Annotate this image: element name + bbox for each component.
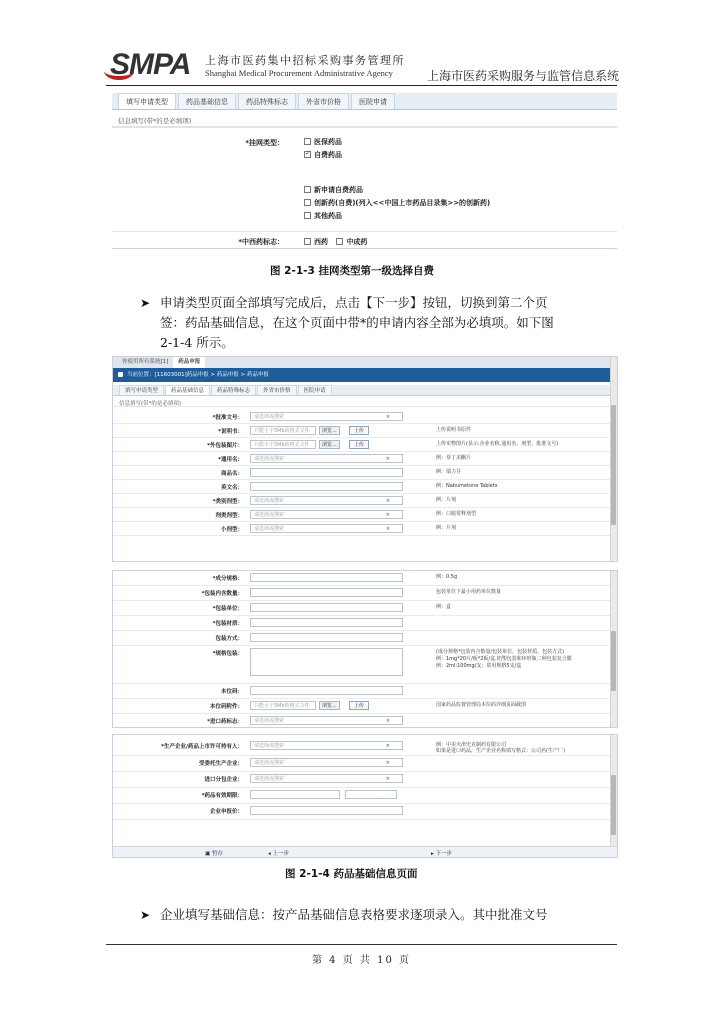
org-name-en: Shanghai Medical Procurement Administrative Agency: [205, 68, 393, 78]
field-tip: 国家药品监督管理局本位码详细页面截图: [436, 702, 527, 708]
field-label: *包装内含数量：: [201, 591, 243, 597]
field-label: 剂类剂型：: [215, 513, 243, 519]
tab-special-flag[interactable]: 药品特殊标志: [238, 93, 296, 109]
field-label: 商品名：: [220, 471, 243, 477]
form-row: [113, 452, 617, 466]
upload-button[interactable]: 上传: [349, 701, 369, 710]
form-rows: [113, 735, 617, 820]
clear-icon[interactable]: ×: [385, 512, 390, 518]
opt-innovative-drug[interactable]: 创新药(自费)(列入<<中国上市药品目录集>>的创新药): [304, 198, 490, 208]
field-tip: 例：瑞力芬: [436, 469, 462, 475]
file-input[interactable]: 只能小于5Mb的格式文件: [250, 440, 316, 449]
form-row: [113, 684, 617, 699]
scrollbar[interactable]: [610, 571, 617, 727]
checkbox-icon[interactable]: [304, 138, 311, 145]
clear-icon[interactable]: ×: [385, 526, 390, 532]
field-label: *通用名：: [218, 457, 243, 463]
field-tip: 例：Nabumetone Tablets: [436, 483, 498, 489]
select-input[interactable]: 请选择或搜索 ×: [250, 496, 403, 505]
field-tip: 例：口服常释剂型: [436, 511, 477, 517]
text-input[interactable]: [250, 806, 403, 815]
form-row: [113, 410, 617, 424]
field-label: *进口药标志：: [207, 719, 243, 725]
footer-divider: [106, 944, 617, 945]
field-label: *说明书：: [218, 429, 243, 435]
form-row: [113, 772, 617, 788]
file-input[interactable]: 只能小于5Mb的格式文件: [250, 701, 316, 710]
tab-special-flag[interactable]: 药品特殊标志: [211, 385, 256, 395]
header-divider: [106, 85, 617, 86]
clear-icon[interactable]: ×: [385, 456, 390, 462]
browse-button[interactable]: 浏览...: [319, 440, 340, 449]
field-label: 企业申报价：: [209, 809, 243, 815]
form-row: [113, 480, 617, 494]
scrollbar-thumb[interactable]: [611, 405, 616, 525]
field-label: *类别剂型：: [212, 499, 243, 505]
field-tip: 上传说明书原件: [436, 427, 472, 433]
text-input[interactable]: [250, 686, 403, 695]
next-button[interactable]: ▸ 下一步: [431, 851, 453, 857]
tab-hospital-apply[interactable]: 医院申请: [351, 93, 395, 109]
field-label: *成分规格：: [212, 576, 243, 582]
form-row: [113, 508, 617, 522]
field-tip: 如果是进口药品，生产企业名称填写格式：公司名(生产厂): [436, 748, 565, 754]
clear-icon[interactable]: ×: [385, 718, 390, 724]
figure-basic-info-part1: [112, 356, 618, 562]
form-row: [113, 631, 617, 646]
field-label: 本位码：: [220, 689, 243, 695]
clear-icon[interactable]: ×: [385, 760, 390, 766]
clear-icon[interactable]: ×: [385, 743, 390, 749]
paragraph-line: 2-1-4 所示。: [160, 335, 234, 350]
text-input[interactable]: [250, 573, 403, 582]
field-tip: 例：萘丁美酮片: [436, 455, 472, 461]
window-tab-systems[interactable]: 你使用所有系统[1]: [122, 359, 169, 365]
select-input[interactable]: 请选择或搜索 ×: [250, 758, 403, 767]
text-input[interactable]: [250, 633, 403, 642]
checkbox-icon[interactable]: [304, 238, 311, 245]
text-input[interactable]: [250, 790, 340, 799]
tab-basic-info[interactable]: 药品基础信息: [178, 93, 236, 109]
checkbox-icon[interactable]: [304, 212, 311, 219]
logo: SMPA: [110, 48, 191, 81]
page-number: 第 4 页 共 10 页: [312, 955, 411, 966]
form-rows: [113, 407, 617, 536]
form-row: [113, 466, 617, 480]
figure-basic-info-part2: [112, 570, 618, 728]
window-tabs: [113, 357, 617, 368]
checkbox-checked-icon[interactable]: [304, 151, 311, 158]
form-row: [113, 571, 617, 586]
field-label: *规格包装：: [212, 651, 243, 657]
breadcrumb: 当前位置：[11603001]药品申报 > 药品申报 > 药品申报: [113, 368, 617, 382]
field-tip: 例：片剂: [436, 497, 457, 503]
field-label: 英文名：: [220, 485, 243, 491]
clear-icon[interactable]: ×: [385, 498, 390, 504]
select-input[interactable]: 请选择或搜索 ×: [250, 510, 403, 519]
select-input[interactable]: 请选择或搜索 ×: [250, 716, 403, 725]
browse-button[interactable]: 浏览...: [319, 426, 340, 435]
form-row: [113, 788, 617, 804]
field-label: *生产企业/药品上市许可持有人：: [161, 744, 243, 750]
checkbox-icon[interactable]: [304, 199, 311, 206]
paragraph-line: 签：药品基础信息，在这个页面中带*的申请内容全部为必填项。如下图: [160, 315, 554, 330]
text-input[interactable]: [250, 603, 403, 612]
scrollbar[interactable]: [610, 735, 617, 857]
field-label: 小剂型：: [220, 527, 243, 533]
form-row: [113, 522, 617, 536]
field-label: *外包装图片：: [207, 443, 243, 449]
clear-icon[interactable]: ×: [385, 414, 390, 420]
select-input[interactable]: 请选择或搜索 ×: [250, 774, 403, 783]
form-row: [113, 438, 617, 452]
tab-other-price[interactable]: 外省市价格: [298, 93, 349, 109]
field-label: *包装材质：: [212, 621, 243, 627]
textarea-input[interactable]: [250, 648, 403, 676]
system-title: 上海市医药采购服务与监管信息系统: [427, 69, 620, 83]
field-label: 包装方式：: [215, 636, 243, 642]
figure-listing-type: [112, 93, 617, 249]
upload-button[interactable]: 上传: [349, 440, 369, 449]
tab-other-price[interactable]: 外省市价格: [257, 385, 297, 395]
opt-self-paid[interactable]: ✓自费药品: [304, 150, 342, 160]
opt-western[interactable]: 西药: [304, 237, 328, 247]
select-input[interactable]: 请选择或搜索 ×: [250, 524, 403, 533]
required-hint: 信息填写(带*的是必填项): [112, 110, 617, 127]
form-rows: [113, 571, 617, 728]
tab-basic-info[interactable]: 药品基础信息: [165, 385, 210, 395]
bullet-icon: ➤: [140, 908, 151, 922]
field-label: 受委托生产企业：: [198, 761, 243, 767]
listing-type-row: [112, 127, 617, 225]
paragraph-line: 企业填写基础信息：按产品基础信息表格要求逐项录入。其中批准文号: [160, 907, 548, 922]
scrollbar-thumb[interactable]: [611, 775, 616, 835]
opt-medical-insurance[interactable]: 医保药品: [304, 137, 342, 147]
field-tip: 上传实物图片(显示:企业名称,通用名，剂型，批准文号): [436, 441, 559, 447]
field-tip: 例：2ml:100mg/支；常用规格5支/盒: [436, 663, 522, 669]
form-row: [113, 756, 617, 772]
text-input[interactable]: [250, 482, 403, 491]
unit-select[interactable]: [345, 790, 397, 799]
checkbox-icon[interactable]: [304, 186, 311, 193]
checkbox-icon[interactable]: [336, 238, 343, 245]
field-tip: (成分规格*包装内含数量/包装单位，包装材质，包装方式): [436, 649, 565, 655]
form-row: [113, 586, 617, 601]
text-input[interactable]: [250, 618, 403, 627]
field-tip: 例：0.5g: [436, 574, 458, 580]
tcm-flag-label: *中西药标志：: [238, 238, 284, 246]
form-tabs: [113, 385, 617, 396]
field-tip: 例：中美天津史克制药有限公司: [436, 742, 507, 748]
field-label: *包装单位：: [212, 606, 243, 612]
paragraph-line: 申请类型页面全部填写完成后，点击【下一步】按钮，切换到第二个页: [160, 295, 548, 310]
bullet-icon: ➤: [140, 296, 151, 310]
select-input[interactable]: 请选择或搜索 ×: [250, 741, 403, 750]
tcm-flag-options: [304, 237, 373, 247]
form-row: [113, 739, 617, 756]
field-label: *药品有效期限：: [201, 793, 243, 799]
form-row: [113, 616, 617, 631]
form-row: [113, 804, 617, 820]
form-row: [113, 646, 617, 684]
field-tip: 例：片剂: [436, 525, 457, 531]
tab-hospital-apply[interactable]: 医院申请: [298, 385, 332, 395]
field-label: 本位码附件：: [209, 704, 243, 710]
form-row: [113, 424, 617, 438]
field-tip: 包装单位下最小用药单位数量: [436, 589, 502, 595]
tcm-flag-row: [112, 231, 617, 249]
form-row: [113, 714, 617, 728]
scrollbar[interactable]: [610, 357, 617, 561]
field-label: *批准文号：: [212, 415, 243, 421]
opt-new-self-paid[interactable]: 新申请自费药品: [304, 185, 363, 195]
upload-button[interactable]: 上传: [349, 426, 369, 435]
scrollbar-thumb[interactable]: [611, 631, 616, 691]
org-name-cn: 上海市医药集中招标采购事务管理所: [205, 54, 405, 67]
opt-other-drug[interactable]: 其他药品: [304, 211, 342, 221]
save-button[interactable]: ▣ 暂存: [205, 851, 223, 857]
figure-basic-info-part3: [112, 734, 618, 858]
window-tab-drug-apply[interactable]: 药品申报: [173, 357, 205, 368]
select-input[interactable]: 请选择或搜索 ×: [250, 412, 403, 421]
listing-type-label: *挂网类型：: [245, 139, 284, 147]
select-input[interactable]: 请选择或搜索 ×: [250, 454, 403, 463]
figure-caption-2: 图 2-1-4 药品基础信息页面: [285, 868, 418, 880]
file-input[interactable]: 只能小于5Mb的格式文件: [250, 426, 316, 435]
field-tip: 例：1mg*20片/板*2板/盒,铝塑包装和环形瓶二种包装复合膜: [436, 656, 572, 662]
tab-apply-type[interactable]: 填写申请类型: [119, 385, 164, 395]
figure-caption-1: 图 2-1-3 挂网类型第一级选择自费: [270, 265, 434, 277]
button-bar: [113, 846, 617, 857]
form-tabs: [112, 93, 617, 110]
clear-icon[interactable]: ×: [385, 776, 390, 782]
prev-button[interactable]: ◂ 上一步: [268, 851, 290, 857]
field-tip: 例：盒: [436, 604, 452, 610]
tab-apply-type[interactable]: 填写申请类型: [118, 93, 176, 109]
form-row: [113, 699, 617, 714]
form-row: [113, 601, 617, 616]
required-hint: 信息填写(带*的是必填项): [113, 396, 617, 407]
text-input[interactable]: [250, 468, 403, 477]
opt-chinese-patent[interactable]: 中成药: [336, 237, 367, 247]
browse-button[interactable]: 浏览...: [319, 701, 340, 710]
field-label: 进口分包企业：: [204, 777, 243, 783]
form-row: [113, 494, 617, 508]
text-input[interactable]: [250, 588, 403, 597]
